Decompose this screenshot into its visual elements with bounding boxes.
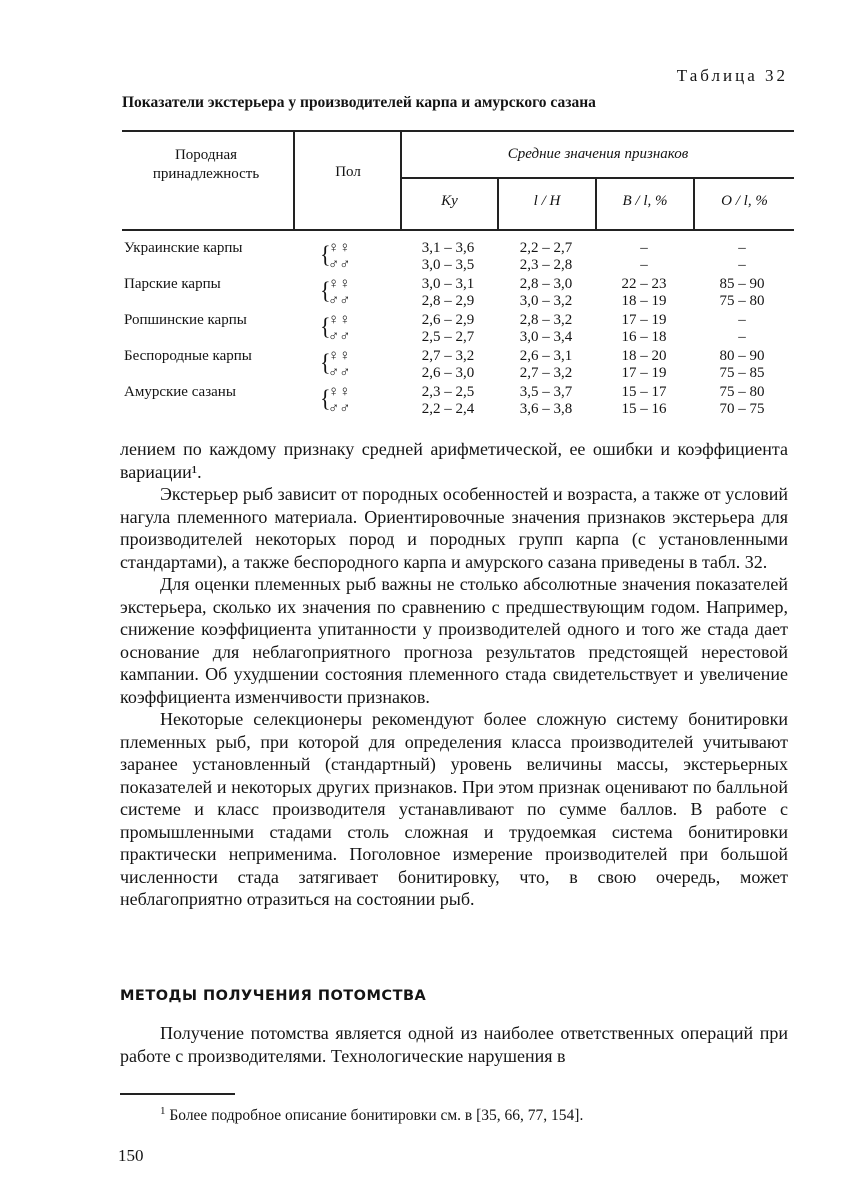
brace-icon: { — [320, 348, 331, 377]
paragraph: Экстерьер рыб зависит от породных особенностей и возраста, а также от условий нагула племенного материала. Ориентировочные значения признаков экстерьера для производителей некоторых пород и породных групп карпа (с установленными стандартами), а также беспородного карпа и амурского сазана приведены в табл. 32. — [120, 484, 788, 572]
lh-value: 2,8 – 3,2 — [519, 312, 573, 328]
header-ky-text: Kу — [441, 193, 458, 209]
lh-value: 2,3 – 2,8 — [519, 257, 573, 273]
bl-value: 15 – 16 — [621, 401, 667, 417]
header-sex: Пол — [335, 164, 361, 180]
ky-value: 2,8 – 2,9 — [421, 293, 475, 309]
lh-value: 2,6 – 3,1 — [519, 348, 573, 364]
paragraph: Некоторые селекционеры рекомендуют более сложную систему бонитировки племенных рыб, при которой для определения класса производителей учитывают заранее установленный (стандартный) уровень величины массы, экстерьерных показателей и некоторых других признаков. При этом признак оценивают по балльной системе и класс производителя устанавливают по сумме баллов. В работе с промышленными стадами столь сложная и трудоемкая система бонитировки практически неприменима. Поголовное измерение производителей при большой численности стада затягивает бонитировку, что, в свою очередь, может неблагоприятно отразиться на состоянии рыб. — [120, 709, 788, 909]
ky-value: 3,1 – 3,6 — [421, 240, 475, 256]
sex-male: ♂♂ — [328, 365, 351, 381]
sex-male: ♂♂ — [328, 257, 351, 273]
table-number: Таблица 32 — [676, 66, 788, 85]
ol-value: – — [738, 329, 746, 345]
ol-value: 75 – 80 — [719, 293, 765, 309]
bl-value: – — [640, 240, 648, 256]
bl-value: 16 – 18 — [621, 329, 667, 345]
ky-value: 2,2 – 2,4 — [421, 401, 475, 417]
bl-value: 17 – 19 — [621, 312, 667, 328]
bl-value: 18 – 19 — [621, 293, 667, 309]
footnote-rule — [120, 1093, 235, 1095]
ol-value: – — [738, 312, 746, 328]
brace-icon: { — [320, 384, 331, 413]
sex-female: ♀♀ — [328, 240, 351, 256]
row-name: Парские карпы — [124, 276, 221, 292]
sex-male: ♂♂ — [328, 293, 351, 309]
header-group — [402, 145, 794, 164]
section-text — [120, 1022, 788, 1067]
lh-value: 2,8 – 3,0 — [519, 276, 573, 292]
bl-value: 15 – 17 — [621, 384, 667, 400]
ol-value: 75 – 85 — [719, 365, 765, 381]
ol-value: 70 – 75 — [719, 401, 765, 417]
ky-value: 2,7 – 3,2 — [421, 348, 475, 364]
paragraph: Для оценки племенных рыб важны не столько абсолютные значения показателей экстерьера, сколько их значения по сравнению с предшествующим годом. Например, снижение коэффициента упитанности у производителей одного и того же стада дает основание для неблагоприятного прогноза результатов предстоящей нерестовой кампании. Об ухудшении состояния племенного стада свидетельствует и увеличение коэффициента изменчивости признаков. — [120, 574, 788, 707]
sex-male: ♂♂ — [328, 329, 351, 345]
bl-value: 22 – 23 — [621, 276, 667, 292]
header-ol — [695, 192, 794, 211]
row-name: Украинские карпы — [124, 240, 243, 256]
sex-female: ♀♀ — [328, 276, 351, 292]
header-lh-text: l / H — [533, 193, 561, 209]
body-text — [120, 438, 788, 911]
ol-value: 80 – 90 — [719, 348, 765, 364]
row-name: Ропшинские карпы — [124, 312, 247, 328]
bl-value: 18 – 20 — [621, 348, 667, 364]
ky-value: 2,3 – 2,5 — [421, 384, 475, 400]
lh-value: 3,6 – 3,8 — [519, 401, 573, 417]
sex-female: ♀♀ — [328, 348, 351, 364]
paragraph-continuation: лением по каждому признаку средней арифметической, ее ошибки и коэффициента вариации¹. — [120, 439, 788, 482]
ky-value: 3,0 – 3,5 — [421, 257, 475, 273]
ky-value: 2,5 – 2,7 — [421, 329, 475, 345]
table-top-rule — [122, 130, 794, 132]
header-ol-text: O / l, % — [721, 193, 768, 209]
page-number: 150 — [118, 1146, 144, 1165]
ky-value: 2,6 – 3,0 — [421, 365, 475, 381]
header-ky — [402, 192, 497, 211]
ol-value: – — [738, 240, 746, 256]
ky-value: 3,0 – 3,1 — [421, 276, 475, 292]
lh-value: 2,2 – 2,7 — [519, 240, 573, 256]
header-lh — [499, 192, 595, 211]
footnote-text: Более подробное описание бонитировки см. в [35, 66, 77, 154]. — [169, 1107, 584, 1125]
brace-icon: { — [320, 276, 331, 305]
table-vline-1 — [293, 131, 295, 230]
lh-value: 3,0 – 3,4 — [519, 329, 573, 345]
footnote-mark: 1 — [160, 1105, 166, 1117]
footnote — [160, 1105, 583, 1125]
brace-icon: { — [320, 240, 331, 269]
lh-value: 3,5 – 3,7 — [519, 384, 573, 400]
sex-male: ♂♂ — [328, 401, 351, 417]
header-bl-text: B / l, % — [622, 193, 668, 209]
brace-icon: { — [320, 312, 331, 341]
ol-value: 85 – 90 — [719, 276, 765, 292]
paragraph: Получение потомства является одной из наиболее ответственных операций при работе с производителями. Технологические нарушения в — [120, 1023, 788, 1066]
ol-value: – — [738, 257, 746, 273]
sex-female: ♀♀ — [328, 312, 351, 328]
lh-value: 2,7 – 3,2 — [519, 365, 573, 381]
section-heading: МЕТОДЫ ПОЛУЧЕНИЯ ПОТОМСТВА — [120, 988, 427, 1004]
sex-female: ♀♀ — [328, 384, 351, 400]
header-breed: Породная принадлежность — [152, 147, 260, 182]
lh-value: 3,0 – 3,2 — [519, 293, 573, 309]
row-name: Беспородные карпы — [124, 348, 252, 364]
table-group-rule — [400, 177, 794, 179]
ky-value: 2,6 – 2,9 — [421, 312, 475, 328]
row-name: Амурские сазаны — [124, 384, 236, 400]
table-title: Показатели экстерьера у производителей карпа и амурского сазана — [122, 94, 596, 111]
bl-value: – — [640, 257, 648, 273]
header-bl — [597, 192, 693, 211]
header-group-text: Средние значения признаков — [507, 146, 689, 162]
ol-value: 75 – 80 — [719, 384, 765, 400]
bl-value: 17 – 19 — [621, 365, 667, 381]
